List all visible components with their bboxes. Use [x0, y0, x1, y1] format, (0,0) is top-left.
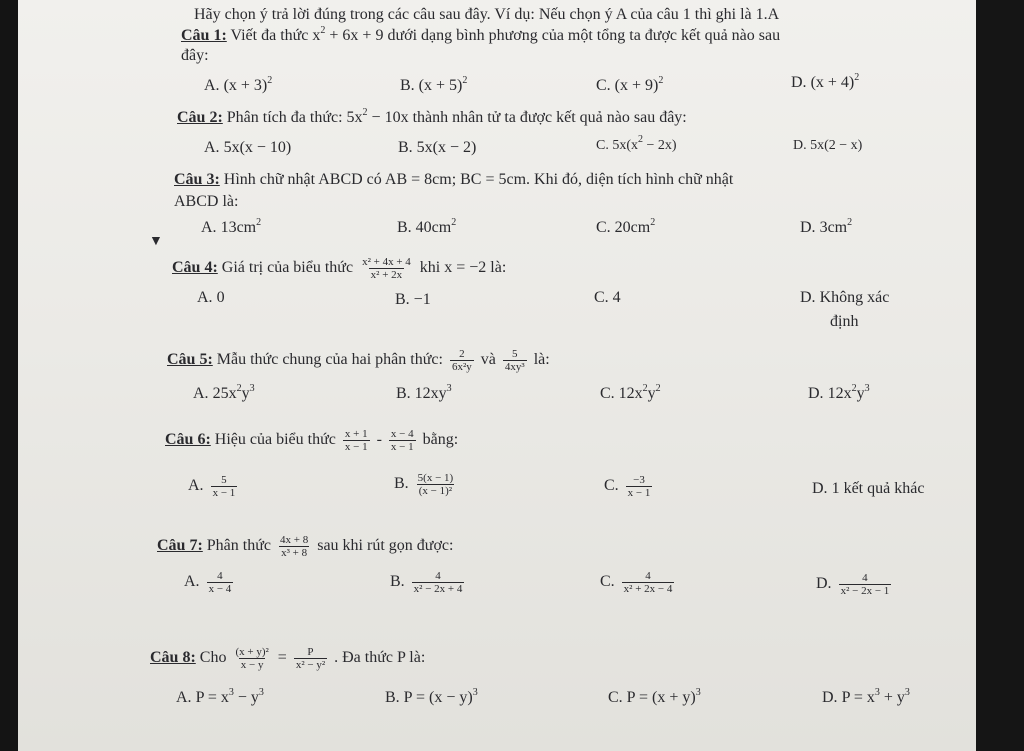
question-5-text-mid: và [480, 351, 496, 369]
question-1-option-d: D. $(x + 4)^2$ [791, 72, 860, 91]
question-7-label: Câu 7: [157, 537, 203, 555]
question-8-option-b: B. $P = (x - y)^3$ [385, 687, 478, 706]
question-6-text-end: bằng: [422, 431, 459, 449]
question-8-text-end: . Đa thức P là: [334, 649, 426, 667]
question-8-label: Câu 8: [150, 649, 196, 667]
question-7-option-c: C. $\frac{4}{\text{x² + 2x − 4}}$ [600, 570, 673, 595]
question-7-option-d: D. $\frac{4}{\text{x² − 2x − 1}}$ [816, 572, 890, 597]
question-6-fraction-2: $\frac{x - 4}{x - 1}$ [390, 428, 414, 453]
question-5-option-d: D. $12x^2y^3$ [808, 383, 870, 402]
question-3-text: Hình chữ nhật ABCD có AB = 8cm; BC = 5cm. Khi đó, diện tích hình chữ nhật [223, 171, 734, 188]
question-5 [167, 348, 550, 373]
question-5-text: Mẫu thức chung của hai phân thức: [216, 351, 443, 369]
question-6-text: Hiệu của biểu thức [214, 431, 336, 449]
question-7-text-end: sau khi rút gọn được: [317, 537, 454, 555]
question-6-option-c: C. $\frac{-3}{x - 1}$ [604, 474, 651, 499]
photo-edge-right [976, 0, 1024, 751]
question-8-option-c: C. $P = (x + y)^3$ [608, 687, 701, 706]
question-6 [165, 428, 458, 453]
question-5-fraction-1: $\frac{2}{\text{6x²y}}$ [451, 348, 472, 373]
question-6-option-d: D. 1 kết quả khác [812, 480, 925, 497]
question-4-text: Giá trị của biểu thức [221, 259, 354, 277]
question-7 [157, 534, 453, 559]
question-5-option-c: C. $12x^2y^2$ [600, 383, 661, 402]
instructions: Hãy chọn ý trả lời đúng trong các câu sau đây. Ví dụ: Nếu chọn ý A của câu 1 thì ghi là 1.A [194, 6, 780, 23]
question-4-text-end: khi x = −2 là: [419, 259, 507, 277]
question-8-text: Cho [199, 649, 227, 667]
question-8-option-a: A. $P = x^3 - y^3$ [176, 687, 264, 706]
question-4-fraction: $\frac{\text{x² + 4x + 4}}{\text{x² + 2x}}$ [362, 256, 411, 281]
question-1-text-cont: đây: [181, 47, 209, 64]
question-4-option-b: B. −1 [395, 291, 431, 308]
question-1-option-a: A. $(x + 3)^2$ [204, 75, 273, 94]
question-8-fraction-1: $\frac{\text{(x + y)²}}{x - y}$ [235, 646, 269, 671]
question-5-label: Câu 5: [167, 351, 213, 369]
photo-edge-left [0, 0, 20, 751]
question-6-option-b: B. $\frac{5(x - 1)}{\text{(x − 1)²}}$ [394, 472, 454, 497]
question-6-fraction-1: $\frac{x + 1}{x - 1}$ [344, 428, 368, 453]
question-4-label: Câu 4: [172, 259, 218, 277]
question-5-text-end: là: [533, 351, 550, 369]
question-6-minus: - [376, 431, 382, 449]
question-3-label: Câu 3: [174, 171, 220, 188]
question-1-option-c: C. $(x + 9)^2$ [596, 75, 664, 94]
question-2-option-b: B. 5x(x − 2) [398, 139, 477, 156]
question-5-option-a: A. $25x^2y^3$ [193, 383, 255, 402]
question-3-option-c: C. $20cm^2$ [596, 217, 656, 236]
question-2-option-c: C. $5x(x^2 - 2x)$ [596, 134, 677, 153]
question-7-option-b: B. $\frac{4}{\text{x² − 2x + 4}}$ [390, 570, 463, 595]
question-3-option-b: B. $40cm^2$ [397, 217, 457, 236]
question-4-option-d-cont: định [830, 313, 859, 330]
question-1-text: Viết đa thức $x^2 + 6x + 9$ dưới dạng bình phương của một tổng ta được kết quả nào sau [230, 25, 781, 44]
question-1 [181, 26, 780, 46]
question-8 [150, 646, 425, 671]
question-7-text: Phân thức [206, 537, 271, 555]
question-4-option-a: A. 0 [197, 289, 225, 306]
question-4-option-c: C. 4 [594, 289, 621, 306]
question-3-text-cont: ABCD là: [174, 193, 239, 210]
question-2-option-a: A. 5x(x − 10) [204, 139, 292, 156]
question-6-label: Câu 6: [165, 431, 211, 449]
question-5-fraction-2: $\frac{5}{\text{4xy³}}$ [504, 348, 525, 373]
question-6-option-a: A. $\frac{5}{x - 1}$ [188, 474, 236, 499]
question-2 [177, 108, 687, 128]
question-2-text: Phân tích đa thức: $5x^2 - 10x$ thành nhân tử ta được kết quả nào sau đây: [226, 107, 687, 126]
ink-mark: ▼ [149, 234, 163, 249]
question-7-option-a: A. $\frac{4}{x - 4}$ [184, 570, 232, 595]
question-4-option-d: D. Không xác [800, 289, 890, 306]
question-8-option-d: D. $P = x^3 + y^3$ [822, 687, 910, 706]
question-8-equals: = [277, 649, 287, 667]
question-4 [172, 256, 506, 281]
question-8-fraction-2: $\frac{P}{\text{x² − y²}}$ [295, 646, 326, 671]
question-3 [174, 170, 733, 190]
question-2-label: Câu 2: [177, 109, 223, 126]
question-3-option-a: A. $13cm^2$ [201, 217, 262, 236]
question-5-option-b: B. $12xy^3$ [396, 383, 452, 402]
question-1-label: Câu 1: [181, 27, 227, 44]
question-7-fraction: $\frac{4x + 8}{\text{x³ + 8}}$ [280, 534, 309, 559]
question-2-option-d: D. 5x(2 − x) [793, 138, 863, 153]
question-1-option-b: B. $(x + 5)^2$ [400, 75, 468, 94]
question-3-option-d: D. $3cm^2$ [800, 217, 853, 236]
